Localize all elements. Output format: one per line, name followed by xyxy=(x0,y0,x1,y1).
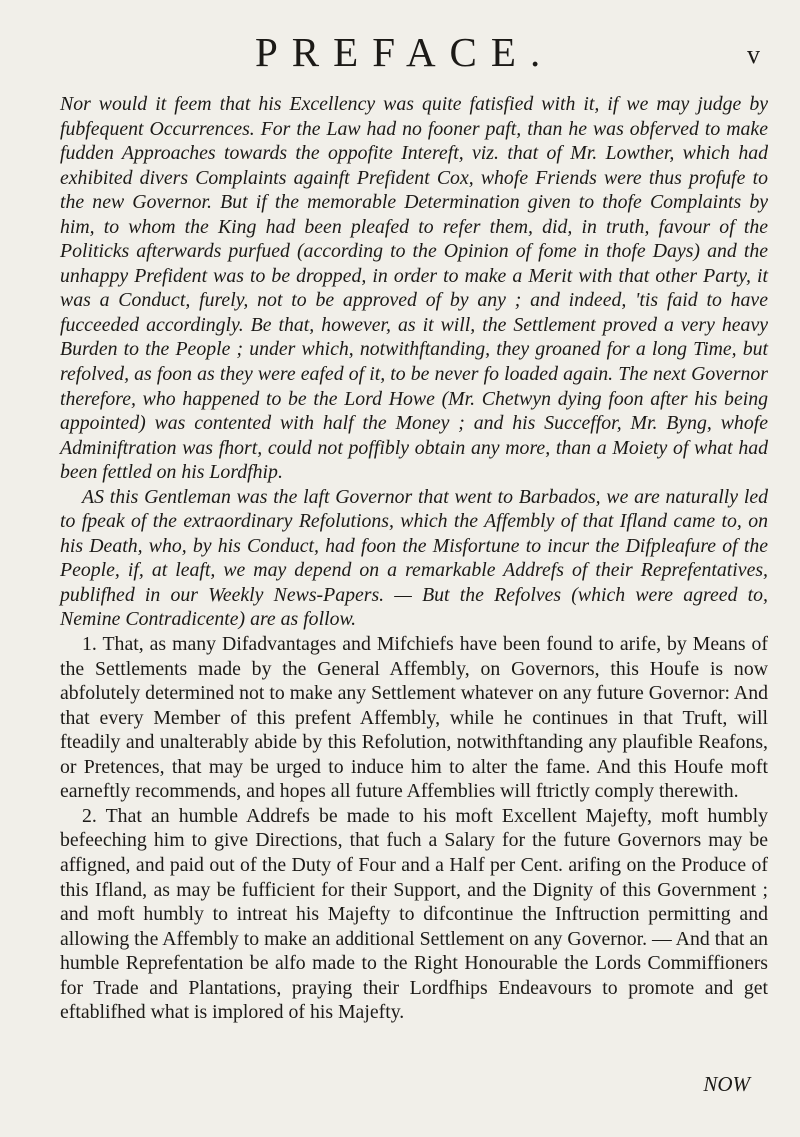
paragraph-1: Nor would it feem that his Excellency was quite fatisfied with it, if we may judge by fubfequent Occurrences. For the Law had no fooner paft, than he was obferved to make fudden Approaches towards the oppofite Intereft, viz. that of Mr. Lowther, which had exhibited divers Complaints againft Prefident Cox, whofe Friends were thus profufe to the new Governor. But if the memorable Determination given to thofe Complaints by him, to whom the King had been pleafed to refer them, did, in truth, favour of the Politicks afterwards purfued (according to the Opinion of fome in thofe Days) and the unhappy Prefident was to be dropped, in order to make a Merit with that other Party, it was a Conduct, furely, not to be approved of by any ; and indeed, 'tis faid to have fucceeded accordingly. Be that, however, as it will, the Settlement proved a very heavy Burden to the People ; under which, notwithftanding, they groaned for a long Time, but refolved, as foon as they were eafed of it, to be never fo loaded again. The next Governor therefore, who happened to be the Lord Howe (Mr. Chetwyn dying foon after his being appointed) was contented with half the Money ; and his Succeffor, Mr. Byng, whofe Adminiftration was fhort, could not poffibly obtain any more, than a Moiety of what had been fettled on his Lordfhip. xyxy=(60,93,768,484)
running-title: PREFACE. xyxy=(255,29,555,75)
running-head xyxy=(0,30,800,74)
resolution-1: 1. That, as many Difadvantages and Mifchiefs have been found to arife, by Means of the Settlements made by the General Affembly, on Governors, this Houfe is now abfolutely determined not to make any Settlement whatever on any future Governor: And that every Member of this prefent Affembly, while he continues in that Truft, will fteadily and unalterably abide by this Refolution, notwithftanding any plaufible Reafons, or Pretences, that may be urged to induce him to alter the fame. And this Houfe moft earneftly recommends, and hopes all future Affemblies will ftrictly comply therewith. xyxy=(60,633,768,803)
resolution-2: 2. That an humble Addrefs be made to his moft Excellent Majefty, moft humbly befeeching him to give Directions, that fuch a Salary for the future Governors may be affigned, and paid out of the Duty of Four and a Half per Cent. arifing on the Produce of this Ifland, as may be fufficient for their Support, and the Dignity of this Government ; and moft humbly to intreat his Majefty to difcontinue the Inftruction permitting and allowing the Affembly to make an additional Settlement on any Governor. — And that an humble Reprefentation be alfo made to the Right Honourable the Lords Commiffioners for Trade and Plantations, praying their Lordfhips Endeavours to promote and get eftablifhed what is implored of his Majefty. xyxy=(60,804,768,1024)
page-number: v xyxy=(747,40,760,69)
paragraph-2: AS this Gentleman was the laft Governor that went to Barbados, we are naturally led to fpeak of the extraordinary Refolutions, which the Affembly of that Ifland came to, on his Death, who, by his Conduct, had foon the Misfortune to incur the Difpleafure of the People, if, at leaft, we may depend on a remarkable Addrefs of their Reprefentatives, publifhed in our Weekly News-Papers. — But the Refolves (which were agreed to, Nemine Contradicente) are as follow. xyxy=(60,485,768,631)
body-text xyxy=(60,92,768,1025)
catchword: NOW xyxy=(703,1072,750,1096)
